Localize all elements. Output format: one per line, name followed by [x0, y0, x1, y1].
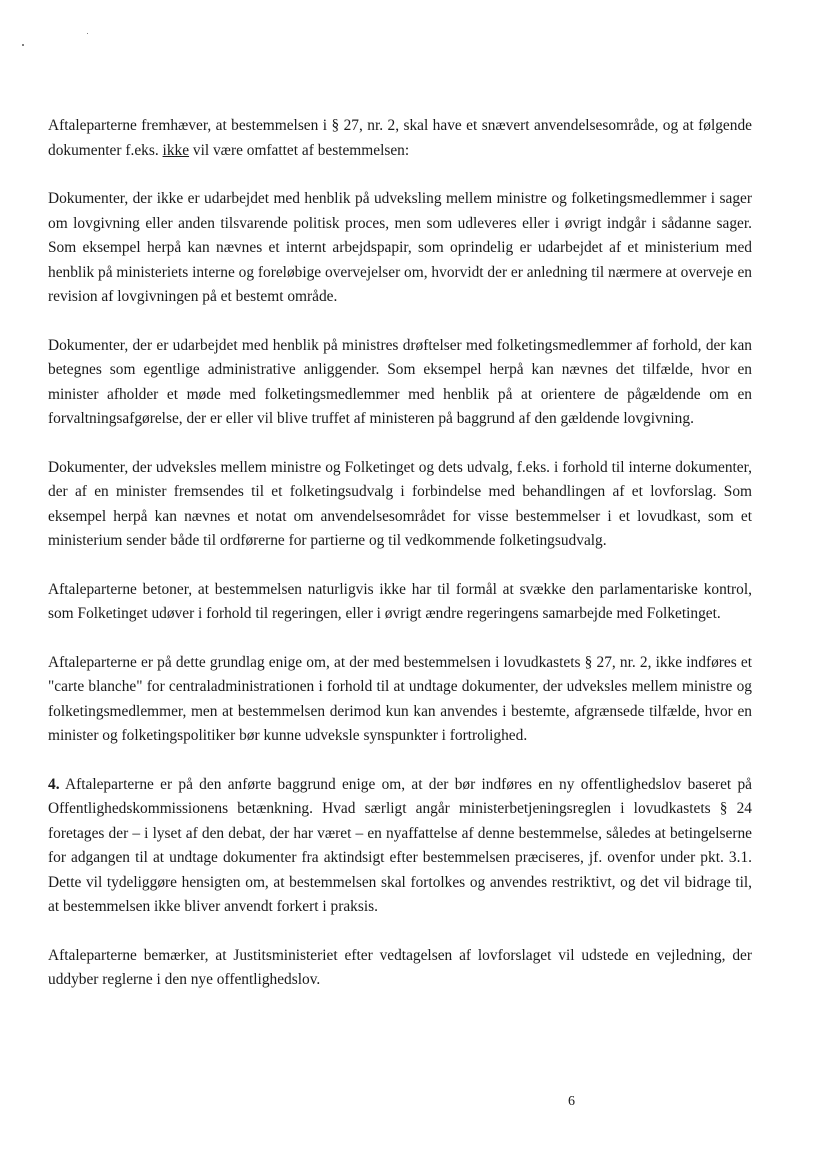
paragraph-1-after: vil være omfattet af bestemmelsen:: [189, 141, 410, 159]
paragraph-1: [48, 114, 752, 163]
scan-speck: [22, 44, 24, 46]
paragraph-5: Aftaleparterne betoner, at bestemmelsen naturligvis ikke har til formål at svække den parlamentariske kontrol, som Folketinget udøver i forhold til regeringen, eller i øvrigt ændre regeringens samarbejde med Folketinget.: [48, 580, 752, 622]
paragraph-2: Dokumenter, der ikke er udarbejdet med henblik på udveksling mellem ministre og folketingsmedlemmer i sager om lovgivning eller anden tilsvarende politisk proces, men som udleveres eller i øvrigt indgår i sådanne sager. Som eksempel herpå kan nævnes et internt arbejdspapir, som oprindelig er udarbejdet af et ministerium med henblik på ministeriets interne og foreløbige overvejelser om, hvorvidt der er anledning til nærmere at overveje en revision af lovgivningen på et bestemt område.: [48, 190, 752, 305]
paragraph-3: Dokumenter, der er udarbejdet med henblik på ministres drøftelser med folketingsmedlemmer af forhold, der kan betegnes som egentlige administrative anliggender. Som eksempel herpå kan nævnes det tilfælde, hvor en minister afholder et møde med folketingsmedlemmer med henblik på at orientere de pågældende om en forvaltningsafgørelse, der er eller vil blive truffet af ministeren på baggrund af den gældende lovgivning.: [48, 336, 752, 427]
document-body: [48, 114, 752, 993]
paragraph-4: Dokumenter, der udveksles mellem ministre og Folketinget og dets udvalg, f.eks. i forhold til interne dokumenter, der af en minister fremsendes til et folketingsudvalg i forbindelse med behandlingen af et lovforslag. Som eksempel herpå kan nævnes et notat om anvendelsesområdet for visse bestemmelser i et lovudkast, som et ministerium sender både til ordførerne for partierne og til vedkommende folketingsudvalg.: [48, 458, 752, 549]
section-number: 4.: [48, 775, 60, 793]
paragraph-7: [48, 773, 752, 920]
paragraph-6: Aftaleparterne er på dette grundlag enige om, at der med bestemmelsen i lovudkastets § 27, nr. 2, ikke indføres et "carte blanche" for centraladministrationen i forhold til at undtage dokumenter, der udveksles mellem ministre og folketingsmedlemmer, men at bestemmelsen derimod kun kan anvendes i bestemte, afgrænsede tilfælde, hvor en minister og folketingspolitiker bør kunne udveksle synspunkter i fortrolighed.: [48, 653, 752, 744]
paragraph-7-text: Aftaleparterne er på den anførte baggrund enige om, at der bør indføres en ny offentlighedslov baseret på Offentlighedskommissionens betænkning. Hvad særligt angår ministerbetjeningsreglen i lovudkastets § 24 foretages der – i lyset af den debat, der har været – en nyaffattelse af denne bestemmelse, således at betingelserne for adgangen til at undtage dokumenter fra aktindsigt efter bestemmelsen præciseres, jf. ovenfor under pkt. 3.1. Dette vil tydeliggøre hensigten om, at bestemmelsen skal fortolkes og anvendes restriktivt, og det vil bidrage til, at bestemmelsen ikke bliver anvendt forkert i praksis.: [48, 775, 752, 915]
underlined-word: ikke: [162, 141, 190, 159]
paragraph-1-before: Aftaleparterne fremhæver, at bestemmelsen i § 27, nr. 2, skal have et snævert anvendelsesområde, og at følgende dokumenter f.eks.: [48, 117, 752, 159]
page-number: 6: [568, 1094, 575, 1109]
paragraph-8: Aftaleparterne bemærker, at Justitsministeriet efter vedtagelsen af lovforslaget vil udstede en vejledning, der uddyber reglerne i den nye offentlighedslov.: [48, 946, 752, 988]
scan-speck: [87, 33, 88, 34]
